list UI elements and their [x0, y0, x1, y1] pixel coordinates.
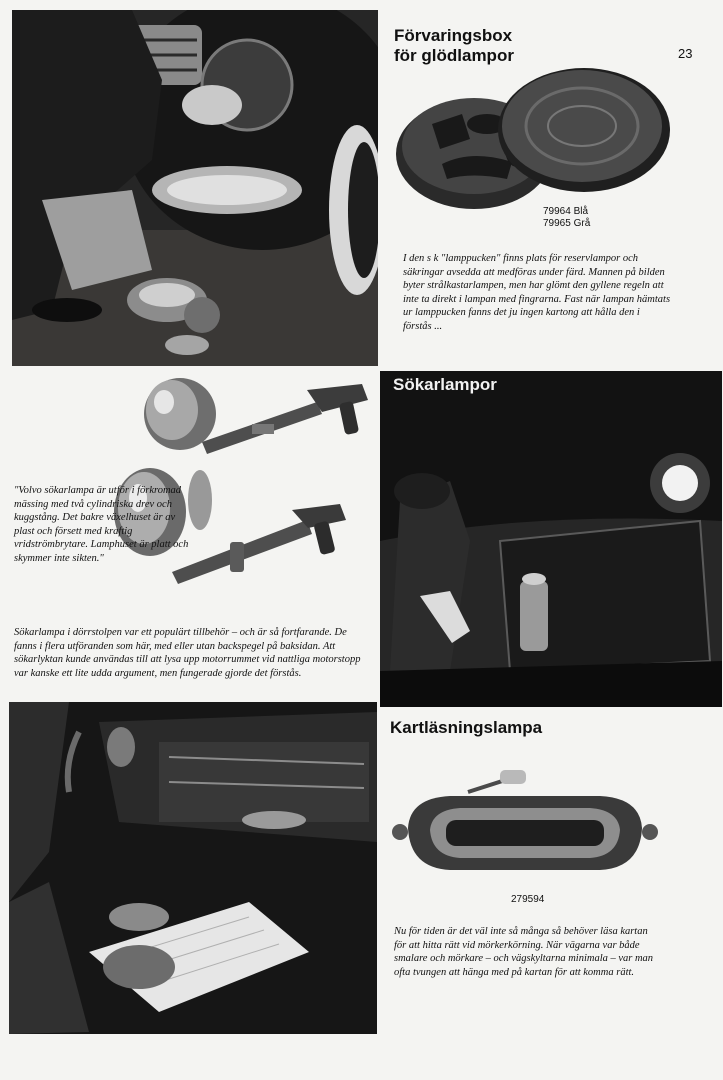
night-spotlight-photo — [380, 371, 722, 707]
map-lamp-description: Nu för tiden är det väl inte så många så behöver läsa kartan för att hitta rätt vid mörkerkörning. När vägarna var både smalare och mörkare – och vägskyltarna minimala – var man ofta tvungen att hänga med på kartan för att komma rätt. — [394, 926, 654, 978]
spotlight-quote: "Volvo sökarlampa är utför i förkromad mässing med två cylindriska drev och kuggstång. Det bakre växelhuset är av plast och försett med kraftig vridströmbrytare. Lamphuset är platt och skymmer inte sikten." — [14, 485, 189, 564]
storage-box-title-line2: för glödlampor — [394, 46, 514, 65]
bulb-storage-box-photo — [392, 54, 682, 212]
spotlight-description: Sökarlampa i dörrstolpen var ett populärt tillbehör – och är så fortfarande. De fanns i flera utföranden som här, med eller utan backspegel på baksidan. Att sökarlyktan kunde användas till att lysa upp motorrummet vid nattliga motorstopp var kanske ett lite udda argument, men fungerade gjorde det förstås. — [14, 627, 361, 679]
storage-box-codes — [543, 206, 590, 230]
code-grey: 79965 Grå — [543, 218, 591, 229]
storage-box-description: I den s k "lamppucken" finns plats för reservlampor och säkringar avsedda att medföras under färd. Mannen på bilden byter strålkastarlampen, men har glömt den gyllene regeln att inte ta direkt i lampan med fingrarna. Fast när lampan hämtats ur lamppucken fanns det ju ingen kartong att hålla den i förstås ... — [403, 253, 671, 332]
dashboard-map-reading-photo — [9, 702, 377, 1034]
map-reading-lamp-photo — [390, 768, 660, 890]
map-lamp-code: 279594 — [511, 894, 545, 905]
map-lamp-title: Kartläsningslampa — [390, 718, 543, 737]
mechanic-changing-headlamp-photo — [12, 10, 378, 366]
code-blue: 79964 Blå — [543, 206, 589, 217]
storage-box-title-line1: Förvaringsbox — [394, 26, 513, 45]
spotlights-title: Sökarlampor — [393, 375, 497, 394]
page-number: 23 — [678, 46, 693, 61]
